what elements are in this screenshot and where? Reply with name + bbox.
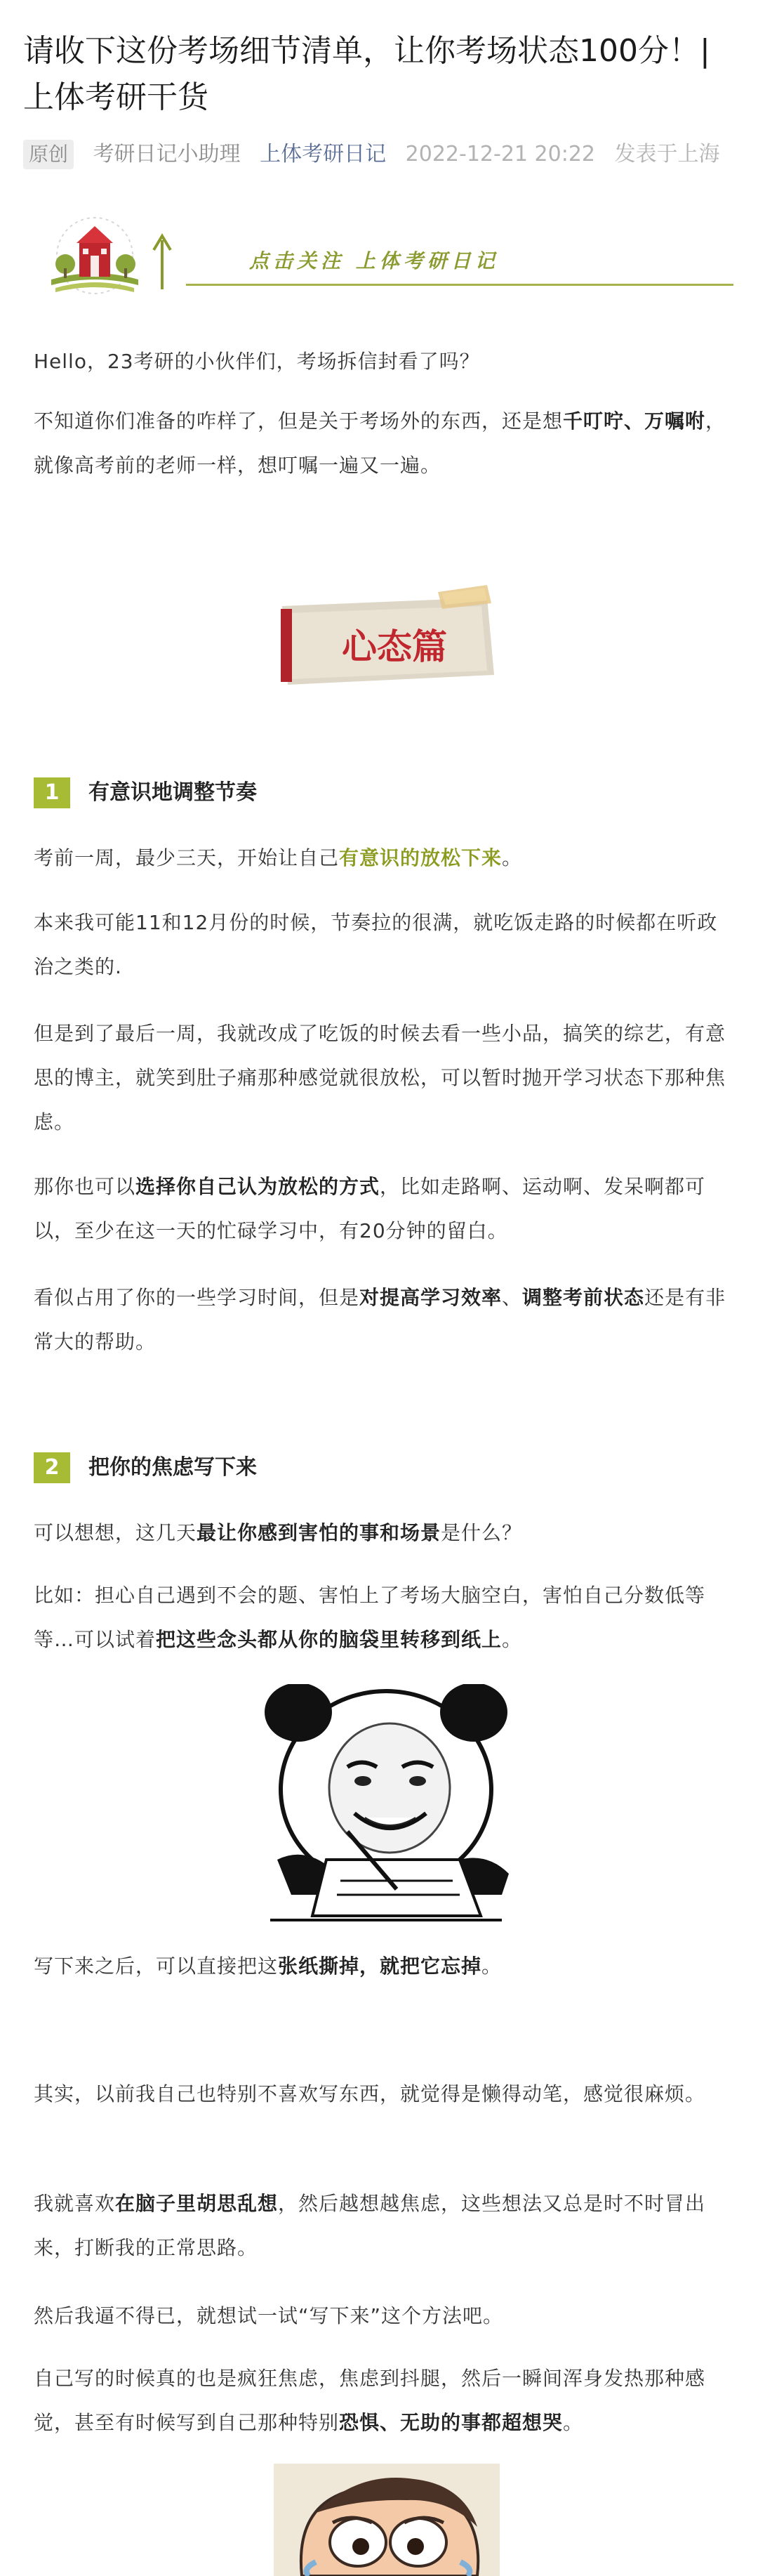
panda-writing-meme-image [249,1684,523,1926]
s1-paragraph-4: 那你也可以选择你自己认为放松的方式，比如走路啊、运动啊、发呆啊都可以，至少在这一天的忙碌学习中，有20分钟的留白。 [34,1175,706,1242]
account-link[interactable]: 上体考研日记 [260,141,387,166]
author-link[interactable]: 考研日记小助理 [93,141,241,166]
s2-paragraph-7: 自己写的时候真的也是疯狂焦虑，焦虑到抖腿，然后一瞬间浑身发热那种感觉，甚至有时候写到自己那种特别恐惧、无助的事都超想哭。 [34,2367,706,2434]
section-2-number: 2 [34,1452,70,1483]
publish-time: 2022-12-21 20:22 [405,141,595,166]
s2-paragraph-3: 写下来之后，可以直接把这张纸撕掉，就把它忘掉。 [34,1954,503,1978]
section-1-title: 有意识地调整节奏 [88,780,257,805]
article-title: 请收下这份考场细节清单，让你考场状态100分！| 上体考研干货 [23,33,710,115]
intro-paragraph-2: 不知道你们准备的咋样了，但是关于考场外的东西，还是想千叮咛、万嘱咐，就像高考前的老师一样，想叮嘱一遍又一遍。 [34,409,726,477]
intro-paragraph-1: Hello，23考研的小伙伴们，考场拆信封看了吗？ [34,350,480,373]
s2-paragraph-6: 然后我逼不得已，就想试一试“写下来”这个方法吧。 [34,2304,504,2327]
badge-text: 心态篇 [342,626,447,667]
school-logo-icon [39,212,186,305]
s1-paragraph-2: 本来我可能11和12月份的时候，节奏拉的很满，就吃饭走路的时候都在听政治之类的. [34,911,718,978]
s2-paragraph-2: 比如：担心自己遇到不会的题、害怕上了考场大脑空白，害怕自己分数低等等…可以试着把这些念头都从你的脑袋里转移到纸上。 [34,1584,706,1651]
crying-cartoon-meme-image [274,2464,500,2576]
article-meta [23,138,720,170]
follow-banner[interactable] [39,212,733,305]
mindset-badge-image [277,585,501,697]
publish-location: 发表于上海 [614,141,720,166]
s2-paragraph-4: 其实，以前我自己也特别不喜欢写东西，就觉得是懒得动笔，感觉很麻烦。 [34,2082,706,2105]
s1-paragraph-1: 考前一周，最少三天，开始让自己有意识的放松下来。 [34,846,523,869]
s2-paragraph-5: 我就喜欢在脑子里胡思乱想，然后越想越焦虑，这些想法又总是时不时冒出来，打断我的正常思路。 [34,2192,706,2259]
follow-text: 点击关注 上体考研日记 [249,249,499,272]
s2-paragraph-1: 可以想想，这几天最让你感到害怕的事和场景是什么？ [34,1521,523,1544]
s1-paragraph-5: 看似占用了你的一些学习时间，但是对提高学习效率、调整考前状态还是有非常大的帮助。 [34,1286,726,1353]
section-1-number: 1 [34,777,70,808]
s1-paragraph-3: 但是到了最后一周，我就改成了吃饭的时候去看一些小品，搞笑的综艺，有意思的博主，就笑到肚子痛那种感觉就很放松，可以暂时抛开学习状态下那种焦虑。 [34,1022,726,1133]
banner-divider [186,284,733,286]
section-2-title: 把你的焦虑写下来 [88,1455,257,1480]
original-tag: 原创 [23,140,74,169]
